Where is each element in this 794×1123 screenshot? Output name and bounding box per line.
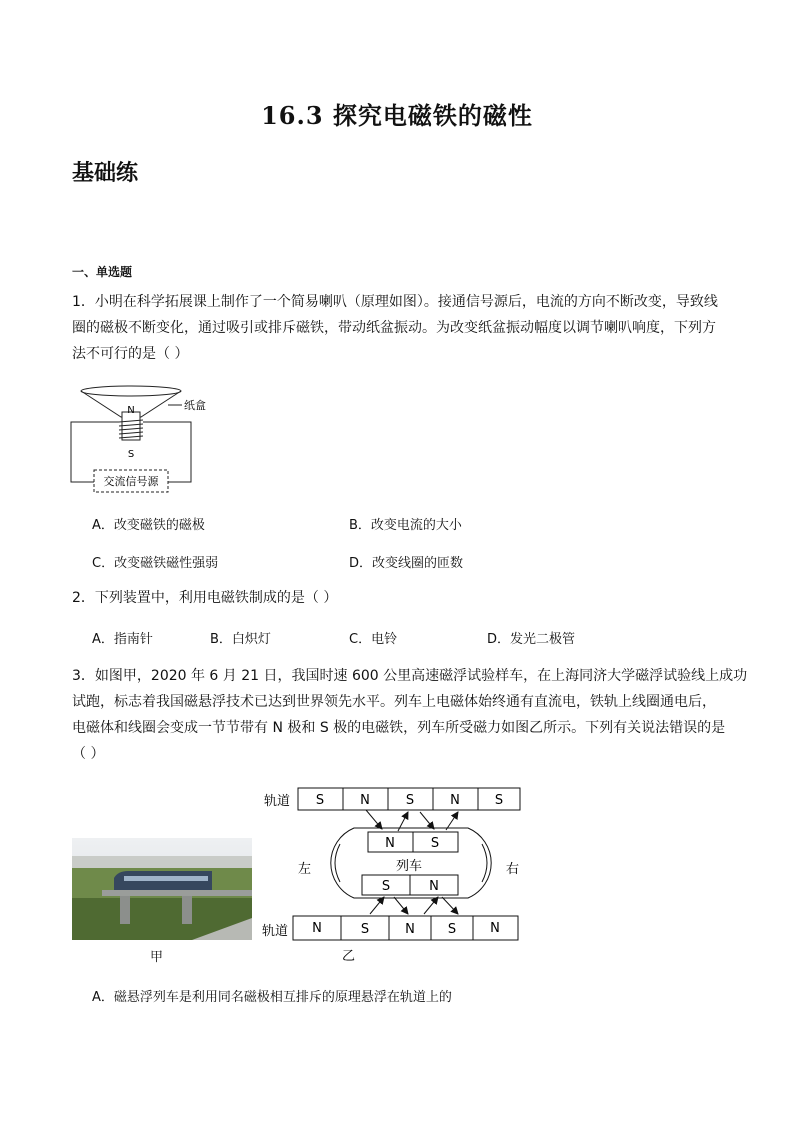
force-arrow: [366, 810, 382, 829]
question-1-stem: [72, 289, 718, 367]
guideway: [102, 890, 252, 896]
speaker-diagram: [66, 382, 226, 494]
top-track-label: 轨道: [264, 794, 291, 809]
option-b[interactable]: B．改变电流的大小: [349, 518, 462, 533]
question-3-line: 试跑，标志着我国磁悬浮技术已达到世界领先水平。列车上电磁体始终通有直流电，铁轨上线圈通电后，: [72, 694, 716, 710]
distant-buildings: [72, 856, 252, 870]
question-1-line: 法不可行的是（ ）: [72, 346, 189, 362]
question-3-line: （ ）: [72, 746, 105, 762]
force-arrow: [446, 812, 458, 830]
question-1-line: 圈的磁极不断变化，通过吸引或排斥磁铁，带动纸盆振动。为改变纸盆振动幅度以调节喇叭响度，下列方: [72, 320, 716, 336]
figure-yi-caption: 乙: [342, 949, 356, 964]
bottom-track-pole: S: [447, 922, 457, 937]
top-track-pole: N: [360, 793, 370, 808]
signal-source-label: 交流信号源: [103, 475, 159, 488]
train-top-pole: N: [385, 836, 395, 851]
wire-right: [143, 422, 191, 482]
train-bottom-pole: N: [429, 879, 439, 894]
bottom-track-label: 轨道: [262, 924, 289, 939]
force-arrow: [442, 897, 458, 914]
force-arrow: [394, 897, 408, 914]
train-windows: [124, 876, 208, 881]
top-track-pole: N: [450, 793, 460, 808]
force-arrow: [420, 812, 434, 829]
question-3-line: 3．如图甲，2020 年 6 月 21 日，我国时速 600 公里高速磁浮试验样车，在上海同济大学磁浮试验线上成功: [72, 668, 748, 684]
question-3-stem: [72, 663, 747, 767]
option-a[interactable]: A．指南针: [92, 632, 153, 647]
pillar: [120, 896, 130, 924]
option-b[interactable]: B．白炽灯: [210, 632, 271, 647]
train-end-left: [335, 844, 340, 882]
train-end-right: [482, 844, 487, 882]
question-3-line: 电磁体和线圈会变成一节节带有 N 极和 S 极的电磁铁，列车所受磁力如图乙所示。下列有关说法错误的是: [72, 720, 726, 736]
force-arrow: [424, 897, 438, 914]
page-title: 16.3 探究电磁铁的磁性: [261, 101, 533, 130]
section-subtitle: 基础练: [72, 160, 139, 186]
paper-box-label: 纸盒: [184, 399, 206, 412]
train-label: 列车: [396, 859, 423, 874]
bottom-track-pole: S: [360, 922, 370, 937]
maglev-force-diagram: [262, 784, 524, 966]
right-label: 右: [506, 862, 520, 877]
n-pole-label: N: [127, 405, 135, 416]
figure-jia-caption: 甲: [150, 950, 164, 965]
bottom-track-pole: N: [490, 921, 500, 936]
paper-cone-rim: [81, 386, 181, 396]
top-track-pole: S: [315, 793, 325, 808]
question-1-line: 1．小明在科学拓展课上制作了一个简易喇叭（原理如图）。接通信号源后，电流的方向不断改变，导致线: [72, 294, 718, 310]
option-a[interactable]: A．磁悬浮列车是利用同名磁极相互排斥的原理悬浮在轨道上的: [92, 990, 452, 1005]
section-heading: 一、单选题: [72, 265, 133, 279]
force-arrow: [370, 897, 384, 914]
maglev-photo: [72, 838, 252, 940]
bottom-track-pole: N: [312, 921, 322, 936]
top-track-pole: S: [405, 793, 415, 808]
option-c[interactable]: C．电铃: [349, 632, 398, 647]
option-d[interactable]: D．改变线圈的匝数: [349, 556, 464, 571]
top-track-pole: S: [494, 793, 504, 808]
option-c[interactable]: C．改变磁铁磁性强弱: [92, 556, 219, 571]
option-a[interactable]: A．改变磁铁的磁极: [92, 518, 205, 533]
option-d[interactable]: D．发光二极管: [487, 632, 576, 647]
train-top-pole: S: [430, 836, 440, 851]
pillar: [182, 896, 192, 924]
s-pole-label: S: [127, 449, 135, 460]
left-label: 左: [298, 862, 312, 877]
bottom-track-pole: N: [405, 922, 415, 937]
wire-left: [71, 422, 119, 482]
question-2-stem: 2．下列装置中，利用电磁铁制成的是（ ）: [72, 590, 338, 606]
train-bottom-pole: S: [381, 879, 391, 894]
